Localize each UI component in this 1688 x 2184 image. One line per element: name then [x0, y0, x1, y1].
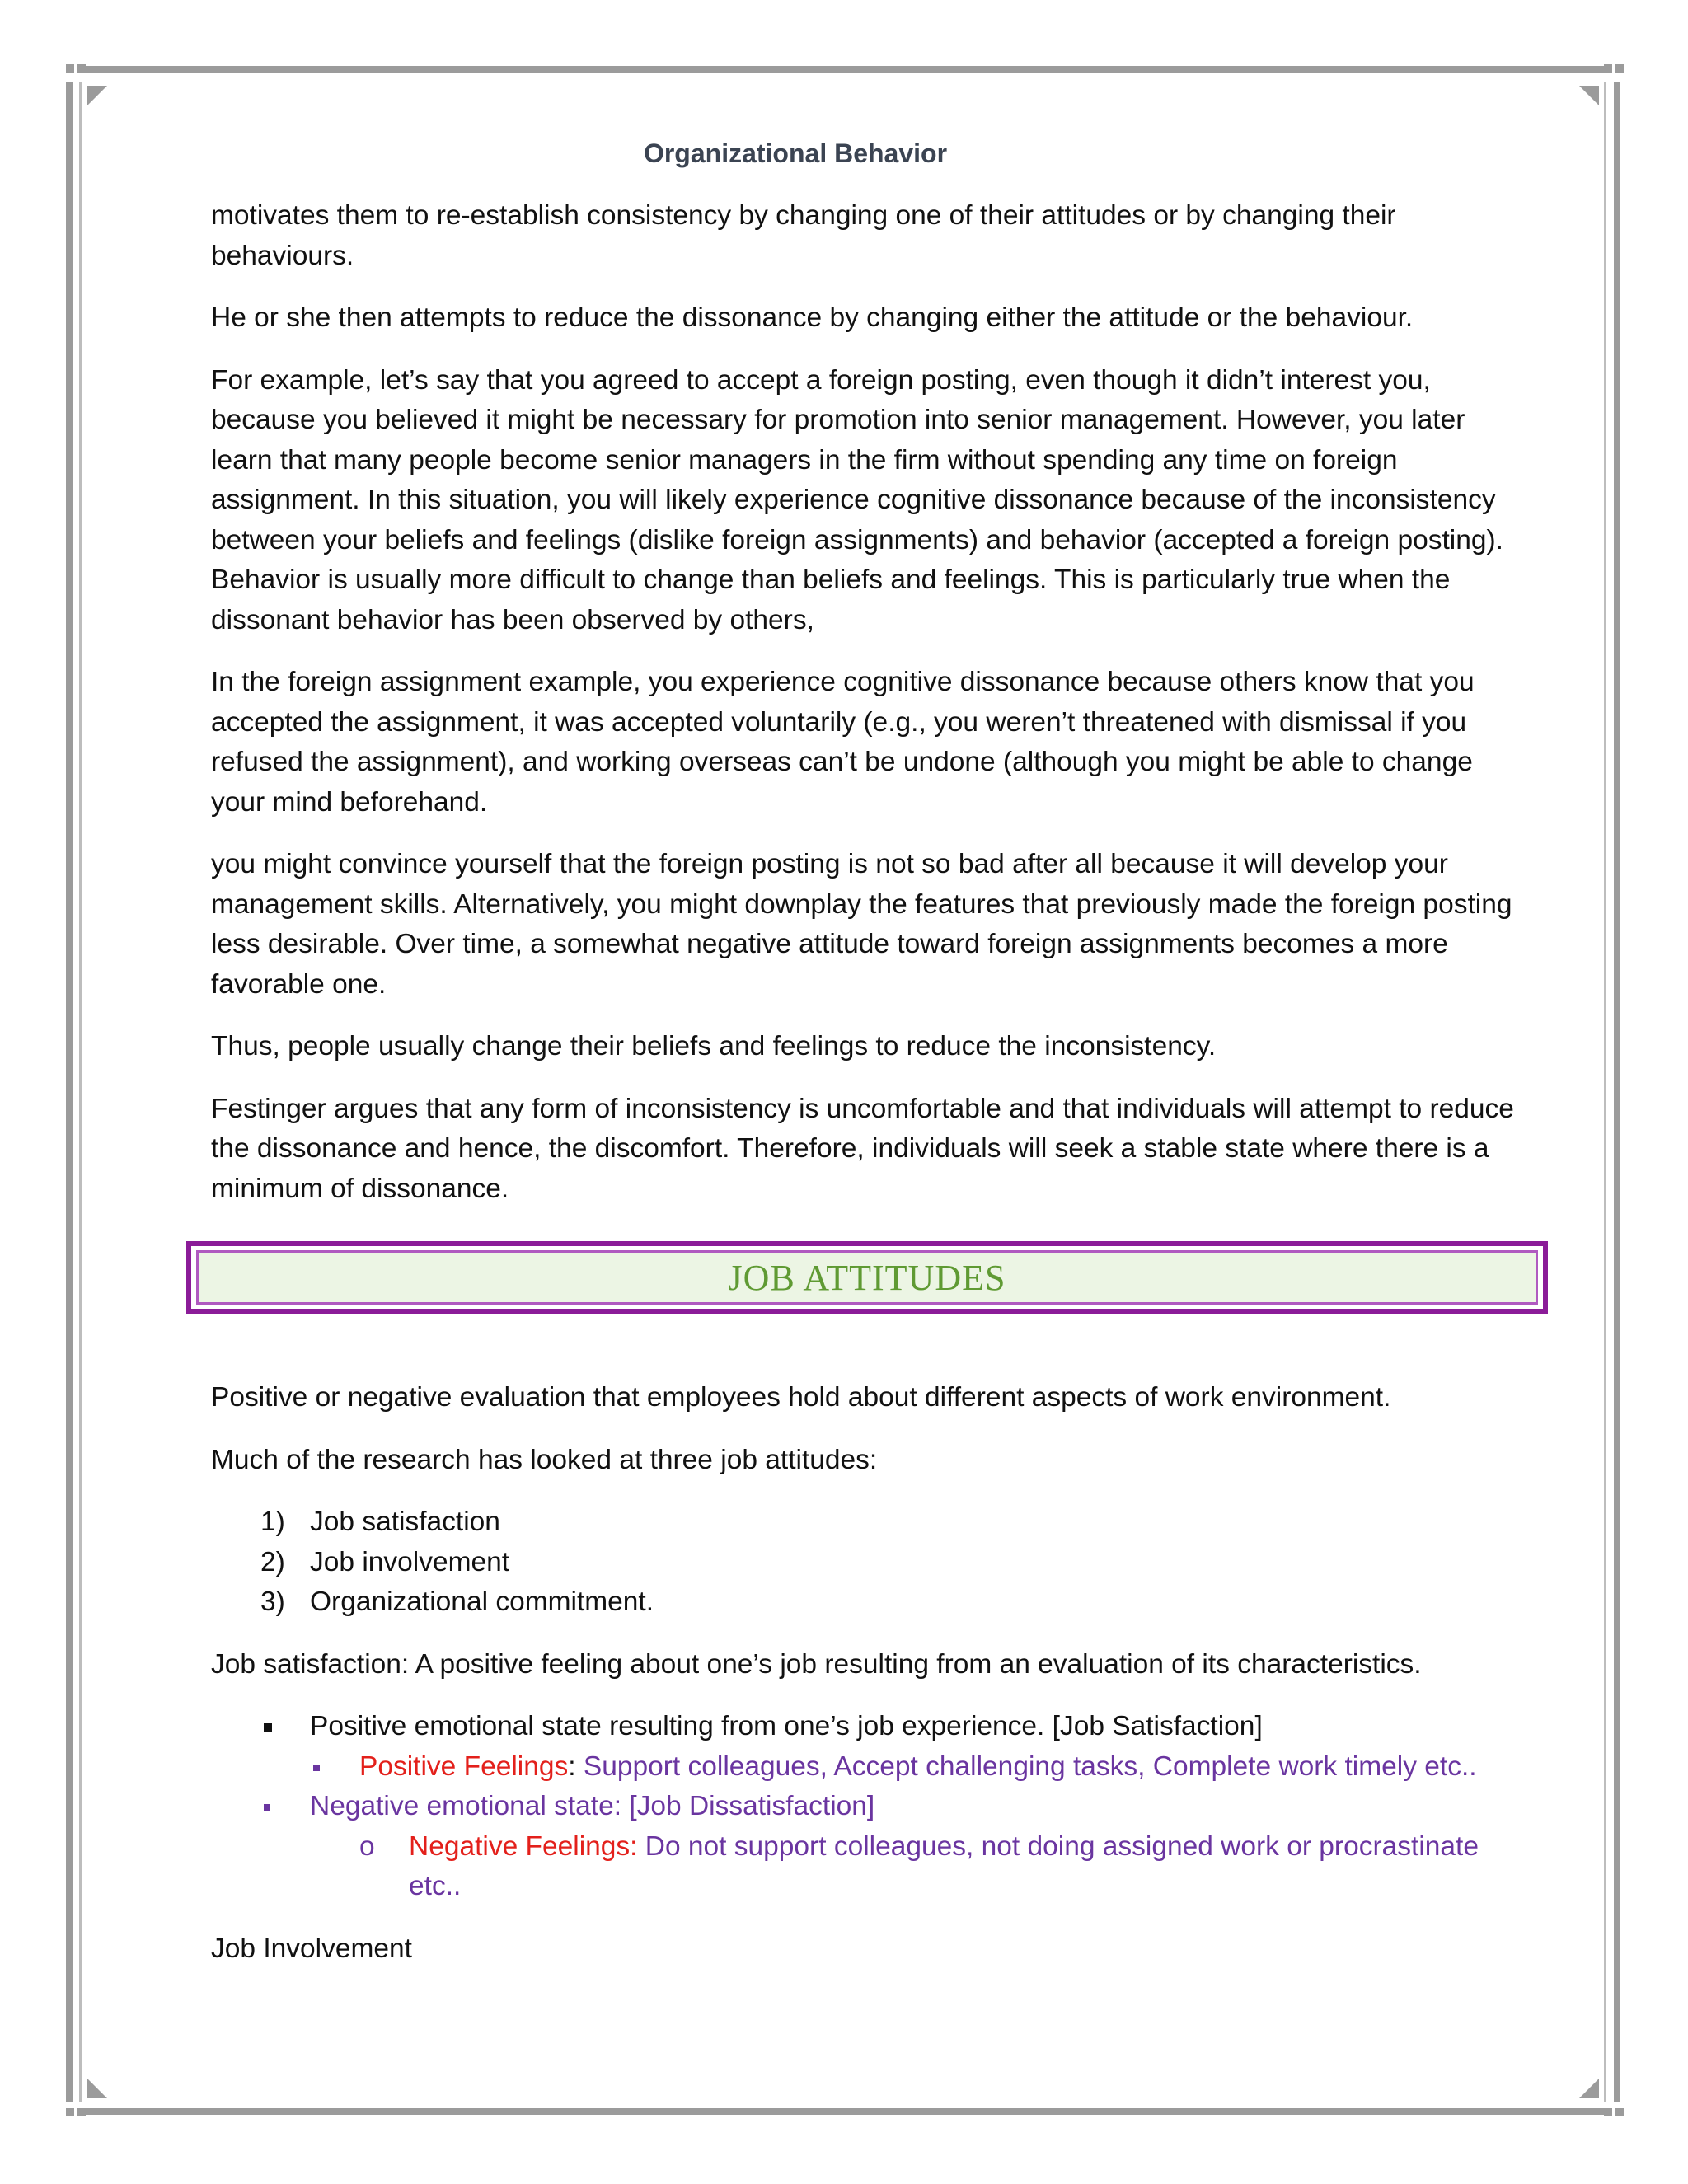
corner-square-bl-2 [77, 2108, 86, 2116]
body-text-bottom [211, 1378, 1522, 1991]
corner-triangle-tr [1579, 86, 1599, 105]
negative-feelings-text: Do not support colleagues, not doing assigned work or procrastinate etc.. [409, 1830, 1479, 1901]
page-header-title: Organizational Behavior [643, 138, 948, 168]
paragraph-evaluation: Positive or negative evaluation that employees hold about different aspects of work environment. [211, 1382, 1391, 1413]
paragraph-reduce-dissonance: He or she then attempts to reduce the dissonance by changing either the attitude or the behaviour. [211, 302, 1414, 333]
list-item-text: Organizational commitment. [310, 1586, 654, 1617]
border-left-inner [79, 82, 82, 2102]
corner-square-br-2 [1615, 2108, 1624, 2116]
list-item-positive-state [211, 1707, 1522, 1747]
paragraph-research: Much of the research has looked at three job attitudes: [211, 1444, 878, 1475]
positive-feelings-label: Positive Feelings [359, 1750, 569, 1782]
section-banner [186, 1241, 1548, 1314]
border-right [1614, 82, 1620, 2102]
square-bullet-icon [313, 1765, 320, 1771]
list-number: 1) [260, 1507, 285, 1537]
border-top [82, 66, 1606, 73]
paragraph-consistency: motivates them to re-establish consistency by changing one of their attitudes or by changing their behaviours. [211, 200, 1396, 271]
list-item-positive-feelings [211, 1747, 1522, 1788]
square-bullet-icon [264, 1723, 272, 1732]
border-bottom [82, 2108, 1606, 2115]
list-item-negative-feelings [211, 1827, 1522, 1907]
section-title: JOB ATTITUDES [196, 1250, 1538, 1305]
corner-square-tl [66, 64, 74, 73]
corner-triangle-br [1579, 2079, 1599, 2098]
list-number: 3) [260, 1586, 285, 1617]
paragraph-festinger: Festinger argues that any form of inconsistency is uncomfortable and that individuals will attempt to reduce the dissonance and hence, the discomfort. Therefore, individuals will seek a stable state where there is a minimum of dissonance. [211, 1093, 1514, 1204]
corner-square-tr-2 [1615, 64, 1624, 73]
positive-feelings-text: Support colleagues, Accept challenging tasks, Complete work timely etc.. [575, 1750, 1477, 1782]
border-left [66, 82, 73, 2102]
positive-state-text: Positive emotional state resulting from one’s job experience. [Job Satisfaction] [310, 1711, 1263, 1741]
corner-square-bl [66, 2108, 74, 2116]
list-number: 2) [260, 1546, 285, 1577]
emotional-state-list [211, 1707, 1522, 1907]
list-item [211, 1502, 1522, 1543]
negative-state-text: Negative emotional state: [Job Dissatisfaction] [310, 1791, 875, 1821]
job-attitudes-list [211, 1502, 1522, 1623]
negative-feelings-label: Negative Feelings: [409, 1830, 638, 1862]
positive-feelings-colon: : [568, 1750, 576, 1782]
square-bullet-icon [264, 1804, 270, 1811]
paragraph-foreign-assignment: In the foreign assignment example, you experience cognitive dissonance because others know that you accepted the assignment, it was accepted voluntarily (e.g., you weren’t threatened with dismissal if you refused the assignment), and working overseas can’t be undone (although you might be able to change your mind beforehand. [211, 667, 1475, 818]
border-right-inner [1604, 82, 1606, 2102]
list-item [211, 1543, 1522, 1583]
list-item-text: Job satisfaction [310, 1507, 500, 1537]
paragraph-thus: Thus, people usually change their beliefs and feelings to reduce the inconsistency. [211, 1031, 1217, 1062]
corner-square-tr [1604, 64, 1612, 73]
body-text-top [211, 196, 1522, 1231]
circle-bullet-icon: o [359, 1830, 375, 1862]
corner-triangle-bl [87, 2079, 107, 2098]
paragraph-job-satisfaction-definition: Job satisfaction: A positive feeling about one’s job resulting from an evaluation of its characteristics. [211, 1648, 1422, 1680]
corner-square-tl-2 [77, 64, 86, 73]
paragraph-foreign-posting-example: For example, let’s say that you agreed to accept a foreign posting, even though it didn’t interest you, because you believed it might be necessary for promotion into senior management. However, you later learn that many people become senior managers in the firm without spending any time on foreign assignment. In this situation, you will likely experience cognitive dissonance because of the inconsistency between your beliefs and feelings (dislike foreign assignments) and behavior (accepted a foreign posting). Behavior is usually more difficult to change than beliefs and feelings. This is particularly true when the dissonant behavior has been observed by others, [211, 364, 1503, 635]
list-item-text: Job involvement [310, 1546, 510, 1577]
corner-square-br [1604, 2108, 1612, 2116]
job-involvement-heading: Job Involvement [211, 1933, 412, 1964]
corner-triangle-tl [87, 86, 107, 105]
paragraph-convince-yourself: you might convince yourself that the foreign posting is not so bad after all because it will develop your management skills. Alternatively, you might downplay the features that previously made the foreign posting less desirable. Over time, a somewhat negative attitude toward foreign assignments becomes a more favorable one. [211, 849, 1512, 1000]
list-item [211, 1582, 1522, 1623]
list-item-negative-state [211, 1787, 1522, 1827]
